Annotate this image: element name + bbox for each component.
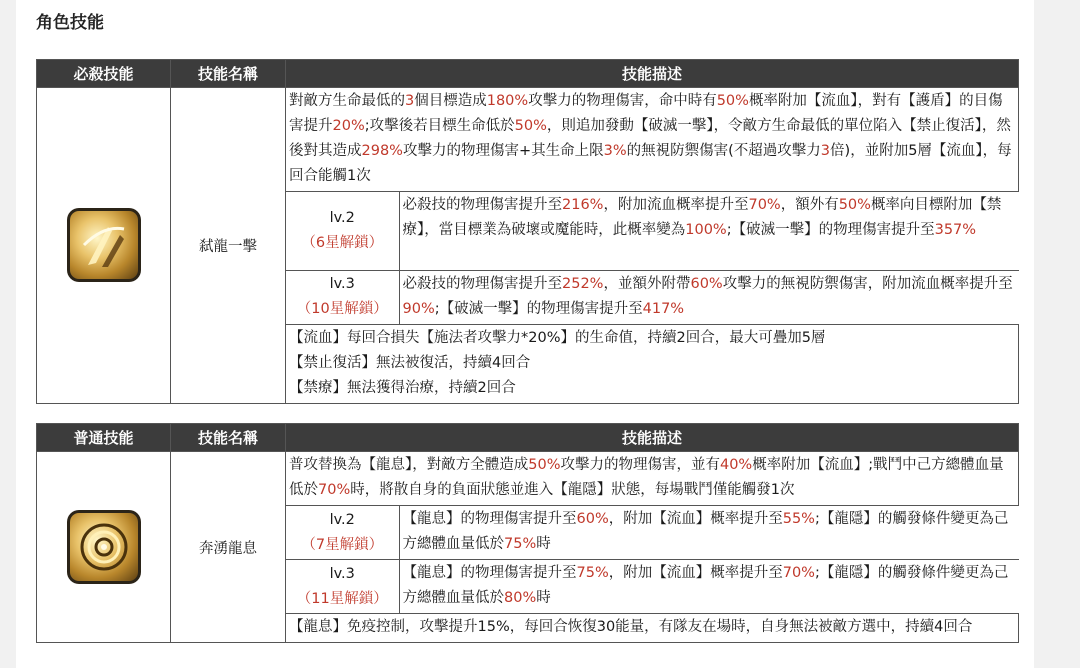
- ultimate-lv2-description: [399, 192, 1019, 270]
- text-run: 必殺技的物理傷害提升至: [402, 275, 562, 292]
- highlight-value: 417%: [642, 300, 685, 317]
- highlight-value: 90%: [402, 300, 435, 317]
- highlight-value: 75%: [576, 565, 609, 581]
- text-run: ，附加流血概率提升至: [603, 197, 749, 213]
- note-line: 【禁止復活】無法被復活，持續4回合: [289, 354, 531, 371]
- highlight-value: 75%: [504, 536, 537, 552]
- text-run: 的無視防禦傷害(不超過攻擊力: [626, 143, 821, 159]
- normal-lv2-description: [399, 506, 1019, 560]
- ultimate-description: [286, 88, 1019, 192]
- text-run: 攻擊力的物理傷害，命中時有: [528, 93, 717, 109]
- text-run: 攻擊力的物理傷害+其生命上限: [402, 143, 604, 159]
- text-run: 倍)，並附加5層【流血】，每回合能觸1次: [289, 143, 1012, 184]
- note-line: 【禁療】無法獲得治療，持續2回合: [289, 379, 516, 396]
- text-run: ;【破滅一擊】的物理傷害提升至: [434, 300, 643, 317]
- text-run: 概率向目標附加【禁療】，當目標業為破壞或魔能時，此概率變為: [402, 197, 1002, 238]
- text-run: 概率附加【流血】，對有【護盾】的目傷害提升: [289, 93, 1003, 134]
- text-run: 時，將散自身的負面狀態並進入【龍隱】狀態，每場戰鬥僅能觸發1次: [350, 482, 795, 498]
- highlight-value: 60%: [690, 275, 723, 292]
- unlock-label: （6星解鎖）: [301, 234, 384, 251]
- highlight-value: 357%: [934, 222, 977, 238]
- note-line: 【流血】每回合損失【施法者攻擊力*20%】的生命值，持續2回合，最大可疊加5層: [289, 329, 826, 346]
- highlight-value: 20%: [332, 118, 365, 134]
- highlight-value: 40%: [719, 457, 753, 473]
- normal-lv3-description: [399, 560, 1019, 614]
- text-run: ，並額外附帶: [603, 275, 691, 292]
- normal-description: [286, 452, 1019, 506]
- highlight-value: 50%: [838, 197, 871, 213]
- unlock-label: （11星解鎖）: [296, 590, 388, 607]
- unlock-label: （7星解鎖）: [301, 536, 384, 553]
- note-line: 【龍息】免疫控制，攻擊提升15%，每回合恢復30能量，有隊友在場時，自身無法被敵方選中，持續4回合: [289, 619, 973, 635]
- golden-vortex-icon: [67, 510, 141, 584]
- text-run: ，附加【流血】概率提升至: [608, 511, 783, 527]
- header-skill-desc: 技能描述: [286, 60, 1019, 88]
- level-label: lv.3: [329, 276, 355, 292]
- header-ultimate: 必殺技能: [37, 60, 171, 88]
- text-run: 普攻替換為【龍息】，對敵方全體造成: [289, 457, 529, 473]
- highlight-value: 80%: [504, 590, 537, 606]
- highlight-value: 70%: [318, 482, 351, 498]
- highlight-value: 100%: [685, 222, 727, 238]
- highlight-value: 70%: [782, 565, 815, 581]
- highlight-value: 3: [405, 93, 415, 109]
- unlock-label: （10星解鎖）: [296, 301, 388, 317]
- level-label: lv.2: [329, 209, 355, 226]
- highlight-value: 180%: [486, 93, 529, 109]
- ultimate-skill-name: 弑龍一擊: [171, 88, 286, 404]
- text-run: ，則追加發動【破滅一擊】，令敵方生命最低的單位陷入【禁止復活】，然後對其造成: [289, 118, 1011, 159]
- text-run: 時: [536, 536, 551, 552]
- normal-skill-name: 奔湧龍息: [171, 452, 286, 643]
- text-run: 攻擊力的物理傷害，並有: [560, 457, 720, 473]
- text-run: 必殺技的物理傷害提升至: [402, 197, 562, 213]
- normal-notes: [286, 614, 1019, 643]
- text-run: ;【破滅一擊】的物理傷害提升至: [726, 222, 935, 238]
- ultimate-icon-cell: [37, 88, 171, 404]
- ultimate-notes: [286, 324, 1019, 403]
- level-label: lv.3: [329, 565, 355, 582]
- header-skill-desc: 技能描述: [286, 424, 1019, 452]
- ultimate-lv3-cell: [286, 270, 399, 324]
- section-title: 角色技能: [36, 13, 104, 33]
- highlight-value: 50%: [716, 93, 749, 109]
- highlight-value: 3%: [603, 143, 627, 159]
- text-run: 對敵方生命最低的: [289, 93, 405, 109]
- golden-slash-icon: [67, 208, 141, 282]
- normal-skill-table: [36, 423, 1019, 643]
- highlight-value: 70%: [748, 197, 781, 213]
- highlight-value: 216%: [562, 197, 604, 213]
- ultimate-lv3-description: [399, 270, 1019, 324]
- text-run: ;【龍隱】的觸發條件變更為己方總體血量低於: [402, 511, 1009, 552]
- normal-lv2-cell: [286, 506, 399, 560]
- highlight-value: 60%: [576, 511, 609, 527]
- highlight-value: 55%: [782, 511, 815, 527]
- text-run: ;攻擊後若目標生命低於: [364, 118, 515, 134]
- ultimate-lv2-cell: [286, 192, 399, 270]
- page: [16, 0, 1034, 668]
- highlight-value: 50%: [528, 457, 561, 473]
- text-run: 時: [536, 590, 551, 606]
- text-run: ，額外有: [780, 197, 839, 213]
- header-skill-name: 技能名稱: [171, 424, 286, 452]
- normal-lv3-cell: [286, 560, 399, 614]
- text-run: 攻擊力的無視防禦傷害，附加流血概率提升至: [722, 275, 1013, 292]
- text-run: ;【龍隱】的觸發條件變更為己方總體血量低於: [402, 565, 1009, 606]
- text-run: ，附加【流血】概率提升至: [608, 565, 783, 581]
- highlight-value: 298%: [361, 143, 403, 159]
- highlight-value: 50%: [514, 118, 547, 134]
- normal-icon-cell: [37, 452, 171, 643]
- highlight-value: 3: [820, 143, 831, 159]
- level-label: lv.2: [329, 511, 355, 528]
- ultimate-skill-table: [36, 59, 1019, 404]
- highlight-value: 252%: [562, 275, 604, 292]
- header-normal: 普通技能: [37, 424, 171, 452]
- text-run: 概率附加【流血】;戰鬥中己方總體血量低於: [289, 457, 1004, 498]
- text-run: 個目標造成: [414, 93, 487, 109]
- text-run: 【龍息】的物理傷害提升至: [402, 565, 577, 581]
- text-run: 【龍息】的物理傷害提升至: [402, 511, 577, 527]
- header-skill-name: 技能名稱: [171, 60, 286, 88]
